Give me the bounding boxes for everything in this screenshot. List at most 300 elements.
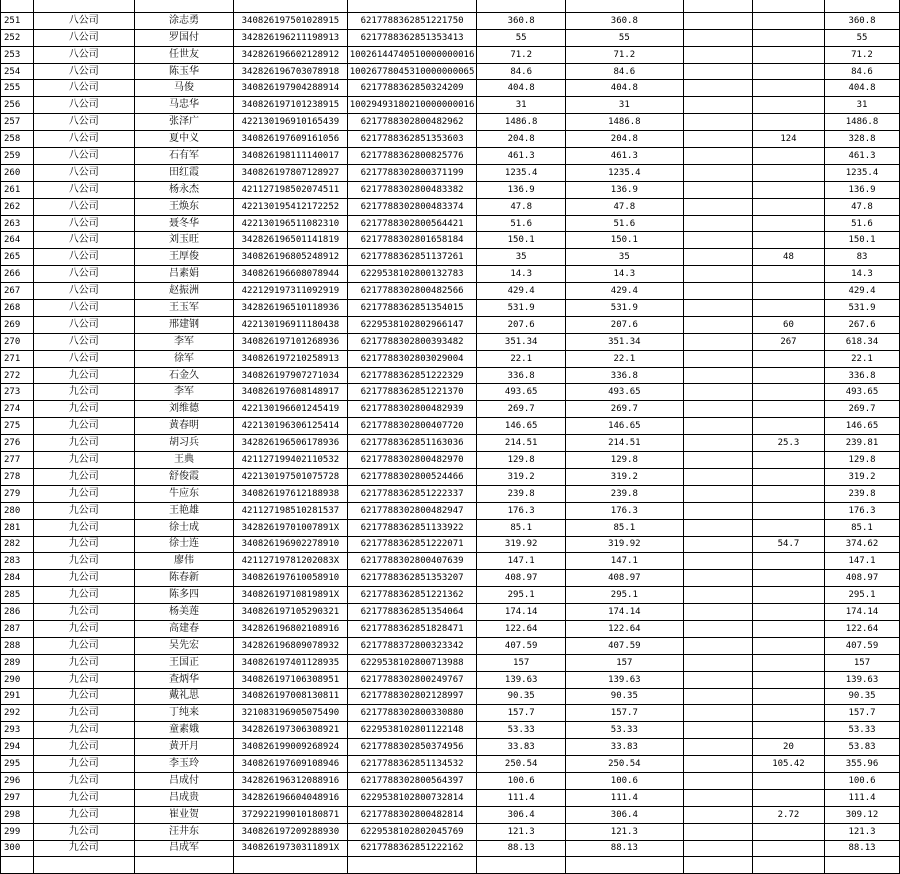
bank-account-cell: 6217788362851221750 [347,12,477,29]
row-number-cell: 279 [1,485,34,502]
table-row [1,300,900,317]
bank-account-cell: 6217788362851222337 [347,485,477,502]
company-name-cell: 八公司 [33,46,134,63]
amount-cell: 90.35 [477,688,566,705]
subtotal-cell: 35 [565,249,683,266]
extra-cell [683,772,752,789]
id-number-cell: 340826197209288930 [234,823,348,840]
supplement-cell: 20 [752,739,824,756]
bank-account-cell: 6217788362851134532 [347,756,477,773]
supplement-cell [752,367,824,384]
table-row [1,468,900,485]
subtotal-cell: 214.51 [565,435,683,452]
id-number-cell: 340826196608078944 [234,266,348,283]
company-name-cell: 九公司 [33,536,134,553]
total-cell: 53.83 [824,739,899,756]
id-number-cell: 342826196510118936 [234,300,348,317]
table-row [1,316,900,333]
company-name-cell: 八公司 [33,181,134,198]
employee-name-cell: 邢建钢 [134,316,233,333]
id-number-cell: 342826196211198913 [234,29,348,46]
table-row [1,485,900,502]
total-cell: 531.9 [824,300,899,317]
row-number-cell: 254 [1,63,34,80]
total-cell: 122.64 [824,620,899,637]
id-number-cell: 34282619701007891X [234,519,348,536]
partial-cell [824,857,899,874]
extra-cell [683,823,752,840]
subtotal-cell: 14.3 [565,266,683,283]
subtotal-cell: 157.7 [565,705,683,722]
extra-cell [683,671,752,688]
table-row [1,604,900,621]
supplement-cell: 60 [752,316,824,333]
total-cell: 360.8 [824,12,899,29]
extra-cell [683,739,752,756]
table-row [1,536,900,553]
table-row [1,722,900,739]
company-name-cell: 九公司 [33,367,134,384]
table-row [1,114,900,131]
amount-cell: 319.2 [477,468,566,485]
subtotal-cell: 136.9 [565,181,683,198]
supplement-cell [752,587,824,604]
bank-account-cell: 6217788302800524466 [347,468,477,485]
subtotal-cell: 150.1 [565,232,683,249]
table-row [1,198,900,215]
bank-account-cell: 6217788362851354015 [347,300,477,317]
company-name-cell: 八公司 [33,131,134,148]
supplement-cell [752,468,824,485]
row-number-cell: 280 [1,502,34,519]
employee-name-cell: 舒俊霞 [134,468,233,485]
supplement-cell [752,283,824,300]
subtotal-cell: 250.54 [565,756,683,773]
id-number-cell: 340826197101238915 [234,97,348,114]
extra-cell [683,789,752,806]
extra-cell [683,97,752,114]
table-row [1,215,900,232]
id-number-cell: 342826196703078918 [234,63,348,80]
total-cell: 267.6 [824,316,899,333]
bank-account-cell: 6217788302850374956 [347,739,477,756]
extra-cell [683,181,752,198]
row-number-cell: 293 [1,722,34,739]
subtotal-cell: 129.8 [565,452,683,469]
total-cell: 31 [824,97,899,114]
table-row [1,232,900,249]
bank-account-cell: 6217788302800564421 [347,215,477,232]
company-name-cell: 九公司 [33,772,134,789]
employee-name-cell: 张泽广 [134,114,233,131]
employee-name-cell: 王艳雄 [134,502,233,519]
bank-account-cell: 6229538102800732814 [347,789,477,806]
total-cell: 121.3 [824,823,899,840]
amount-cell: 1486.8 [477,114,566,131]
supplement-cell [752,688,824,705]
id-number-cell: 340826197401128935 [234,654,348,671]
total-cell: 100.6 [824,772,899,789]
table-row [1,553,900,570]
amount-cell: 139.63 [477,671,566,688]
bank-account-cell: 6217788302800482962 [347,114,477,131]
amount-cell: 306.4 [477,806,566,823]
company-name-cell: 九公司 [33,468,134,485]
table-row [1,12,900,29]
employee-name-cell: 徐军 [134,350,233,367]
subtotal-cell: 319.2 [565,468,683,485]
total-cell: 51.6 [824,215,899,232]
employee-name-cell: 王玉军 [134,300,233,317]
employee-name-cell: 石有军 [134,148,233,165]
id-number-cell: 340826197612188938 [234,485,348,502]
table-row [1,654,900,671]
extra-cell [683,654,752,671]
amount-cell: 55 [477,29,566,46]
id-number-cell: 340826197907271034 [234,367,348,384]
bank-account-cell: 6229538102802966147 [347,316,477,333]
bank-account-cell: 6217788362851222329 [347,367,477,384]
amount-cell: 88.13 [477,840,566,857]
table-row [1,705,900,722]
amount-cell: 207.6 [477,316,566,333]
employee-name-cell: 马忠华 [134,97,233,114]
amount-cell: 269.7 [477,401,566,418]
subtotal-cell: 408.97 [565,570,683,587]
bank-account-cell: 6217788302800407639 [347,553,477,570]
id-number-cell: 340826197501028915 [234,12,348,29]
amount-cell: 129.8 [477,452,566,469]
extra-cell [683,502,752,519]
row-number-cell: 283 [1,553,34,570]
extra-cell [683,587,752,604]
row-number-cell: 292 [1,705,34,722]
subtotal-cell: 174.14 [565,604,683,621]
row-number-cell: 284 [1,570,34,587]
id-number-cell: 422130196306125414 [234,418,348,435]
extra-cell [683,570,752,587]
supplement-cell: 267 [752,333,824,350]
subtotal-cell: 204.8 [565,131,683,148]
total-cell: 618.34 [824,333,899,350]
id-number-cell: 340826197609161056 [234,131,348,148]
row-number-cell: 252 [1,29,34,46]
amount-cell: 407.59 [477,637,566,654]
extra-cell [683,63,752,80]
company-name-cell: 九公司 [33,435,134,452]
row-number-cell: 288 [1,637,34,654]
id-number-cell: 422130196601245419 [234,401,348,418]
supplement-cell [752,553,824,570]
supplement-cell [752,671,824,688]
row-number-cell: 277 [1,452,34,469]
amount-cell: 14.3 [477,266,566,283]
row-number-cell: 274 [1,401,34,418]
employee-name-cell: 李玉玲 [134,756,233,773]
amount-cell: 47.8 [477,198,566,215]
company-name-cell: 八公司 [33,215,134,232]
supplement-cell [752,29,824,46]
amount-cell: 100.6 [477,772,566,789]
extra-cell [683,604,752,621]
employee-name-cell: 刘维德 [134,401,233,418]
table-row-partial [1,857,900,874]
subtotal-cell: 22.1 [565,350,683,367]
id-number-cell: 340826197210258913 [234,350,348,367]
total-cell: 136.9 [824,181,899,198]
partial-cell [1,0,34,12]
id-number-cell: 342826196506178936 [234,435,348,452]
table-row [1,806,900,823]
partial-cell [234,0,348,12]
row-number-cell: 261 [1,181,34,198]
id-number-cell: 340826197008130811 [234,688,348,705]
employee-name-cell: 王国正 [134,654,233,671]
amount-cell: 35 [477,249,566,266]
id-number-cell: 342826196602128912 [234,46,348,63]
extra-cell [683,46,752,63]
table-row-partial [1,0,900,12]
id-number-cell: 340826197105290321 [234,604,348,621]
amount-cell: 360.8 [477,12,566,29]
table-row [1,367,900,384]
company-name-cell: 八公司 [33,164,134,181]
bank-account-cell: 6229538102802045769 [347,823,477,840]
partial-cell [565,857,683,874]
table-row [1,350,900,367]
bank-account-cell: 6217788302800483374 [347,198,477,215]
company-name-cell: 八公司 [33,232,134,249]
id-number-cell: 422130196511082310 [234,215,348,232]
employee-name-cell: 田红霞 [134,164,233,181]
amount-cell: 214.51 [477,435,566,452]
partial-cell [477,857,566,874]
supplement-cell [752,519,824,536]
row-number-cell: 266 [1,266,34,283]
id-number-cell: 340826199009268924 [234,739,348,756]
employee-name-cell: 高建春 [134,620,233,637]
subtotal-cell: 461.3 [565,148,683,165]
row-number-cell: 290 [1,671,34,688]
row-number-cell: 289 [1,654,34,671]
supplement-cell [752,181,824,198]
supplement-cell [752,401,824,418]
total-cell: 355.96 [824,756,899,773]
id-number-cell: 340826197609108946 [234,756,348,773]
supplement-cell [752,215,824,232]
employee-name-cell: 李军 [134,333,233,350]
subtotal-cell: 84.6 [565,63,683,80]
subtotal-cell: 157 [565,654,683,671]
amount-cell: 136.9 [477,181,566,198]
extra-cell [683,266,752,283]
bank-account-cell: 6217788362851221370 [347,384,477,401]
subtotal-cell: 429.4 [565,283,683,300]
supplement-cell [752,350,824,367]
extra-cell [683,198,752,215]
row-number-cell: 285 [1,587,34,604]
row-number-cell: 271 [1,350,34,367]
bank-account-cell: 6217788302800330880 [347,705,477,722]
row-number-cell: 281 [1,519,34,536]
row-number-cell: 275 [1,418,34,435]
row-number-cell: 294 [1,739,34,756]
extra-cell [683,114,752,131]
subtotal-cell: 176.3 [565,502,683,519]
amount-cell: 531.9 [477,300,566,317]
total-cell: 328.8 [824,131,899,148]
employee-name-cell: 王焕东 [134,198,233,215]
supplement-cell [752,789,824,806]
total-cell: 408.97 [824,570,899,587]
table-row [1,637,900,654]
extra-cell [683,705,752,722]
employee-name-cell: 崔业贺 [134,806,233,823]
partial-cell [33,0,134,12]
amount-cell: 319.92 [477,536,566,553]
row-number-cell: 258 [1,131,34,148]
company-name-cell: 八公司 [33,114,134,131]
employee-name-cell: 涂志勇 [134,12,233,29]
employee-name-cell: 吕成军 [134,840,233,857]
company-name-cell: 九公司 [33,637,134,654]
employee-name-cell: 童素娥 [134,722,233,739]
table-row [1,570,900,587]
employee-name-cell: 李军 [134,384,233,401]
subtotal-cell: 33.83 [565,739,683,756]
row-number-cell: 297 [1,789,34,806]
company-name-cell: 九公司 [33,604,134,621]
row-number-cell: 287 [1,620,34,637]
partial-cell [752,0,824,12]
total-cell: 239.8 [824,485,899,502]
table-row [1,148,900,165]
total-cell: 309.12 [824,806,899,823]
extra-cell [683,131,752,148]
extra-cell [683,350,752,367]
row-number-cell: 257 [1,114,34,131]
company-name-cell: 九公司 [33,722,134,739]
row-number-cell: 282 [1,536,34,553]
table-row [1,164,900,181]
partial-cell [683,0,752,12]
bank-account-cell: 10026144740510000000016 [347,46,477,63]
extra-cell [683,418,752,435]
extra-cell [683,80,752,97]
total-cell: 239.81 [824,435,899,452]
id-number-cell: 34082619710819891X [234,587,348,604]
company-name-cell: 八公司 [33,97,134,114]
subtotal-cell: 71.2 [565,46,683,63]
row-number-cell: 278 [1,468,34,485]
total-cell: 14.3 [824,266,899,283]
extra-cell [683,316,752,333]
company-name-cell: 九公司 [33,705,134,722]
extra-cell [683,164,752,181]
total-cell: 157.7 [824,705,899,722]
total-cell: 88.13 [824,840,899,857]
supplement-cell [752,570,824,587]
partial-cell [134,857,233,874]
table-row [1,401,900,418]
supplement-cell [752,485,824,502]
company-name-cell: 九公司 [33,739,134,756]
total-cell: 269.7 [824,401,899,418]
partial-cell [824,0,899,12]
amount-cell: 336.8 [477,367,566,384]
amount-cell: 176.3 [477,502,566,519]
total-cell: 1235.4 [824,164,899,181]
table-row [1,384,900,401]
extra-cell [683,12,752,29]
subtotal-cell: 146.65 [565,418,683,435]
extra-cell [683,435,752,452]
company-name-cell: 九公司 [33,401,134,418]
id-number-cell: 342826197306308921 [234,722,348,739]
table-row [1,688,900,705]
extra-cell [683,249,752,266]
employee-name-cell: 徐士连 [134,536,233,553]
subtotal-cell: 351.34 [565,333,683,350]
extra-cell [683,232,752,249]
table-row [1,587,900,604]
subtotal-cell: 531.9 [565,300,683,317]
partial-cell [134,0,233,12]
amount-cell: 150.1 [477,232,566,249]
supplement-cell [752,772,824,789]
total-cell: 146.65 [824,418,899,435]
bank-account-cell: 6217788362851222071 [347,536,477,553]
subtotal-cell: 51.6 [565,215,683,232]
amount-cell: 174.14 [477,604,566,621]
supplement-cell: 124 [752,131,824,148]
total-cell: 85.1 [824,519,899,536]
bank-account-cell: 6217788302803029004 [347,350,477,367]
company-name-cell: 九公司 [33,620,134,637]
extra-cell [683,468,752,485]
id-number-cell: 340826197608148917 [234,384,348,401]
bank-account-cell: 6217788362800825776 [347,148,477,165]
supplement-cell [752,654,824,671]
total-cell: 1486.8 [824,114,899,131]
employee-name-cell: 徐士成 [134,519,233,536]
id-number-cell: 340826197610058910 [234,570,348,587]
id-number-cell: 422130195412172252 [234,198,348,215]
extra-cell [683,283,752,300]
amount-cell: 1235.4 [477,164,566,181]
amount-cell: 22.1 [477,350,566,367]
bank-account-cell: 6217788362851137261 [347,249,477,266]
employee-name-cell: 汪井东 [134,823,233,840]
company-name-cell: 九公司 [33,688,134,705]
company-name-cell: 九公司 [33,587,134,604]
amount-cell: 85.1 [477,519,566,536]
partial-cell [33,857,134,874]
id-number-cell: 340826197807128927 [234,164,348,181]
partial-cell [565,0,683,12]
company-name-cell: 九公司 [33,654,134,671]
company-name-cell: 九公司 [33,806,134,823]
amount-cell: 84.6 [477,63,566,80]
company-name-cell: 九公司 [33,840,134,857]
company-name-cell: 九公司 [33,756,134,773]
table-row [1,46,900,63]
bank-account-cell: 6217788302800482814 [347,806,477,823]
extra-cell [683,536,752,553]
company-name-cell: 九公司 [33,789,134,806]
subtotal-cell: 85.1 [565,519,683,536]
company-name-cell: 九公司 [33,485,134,502]
